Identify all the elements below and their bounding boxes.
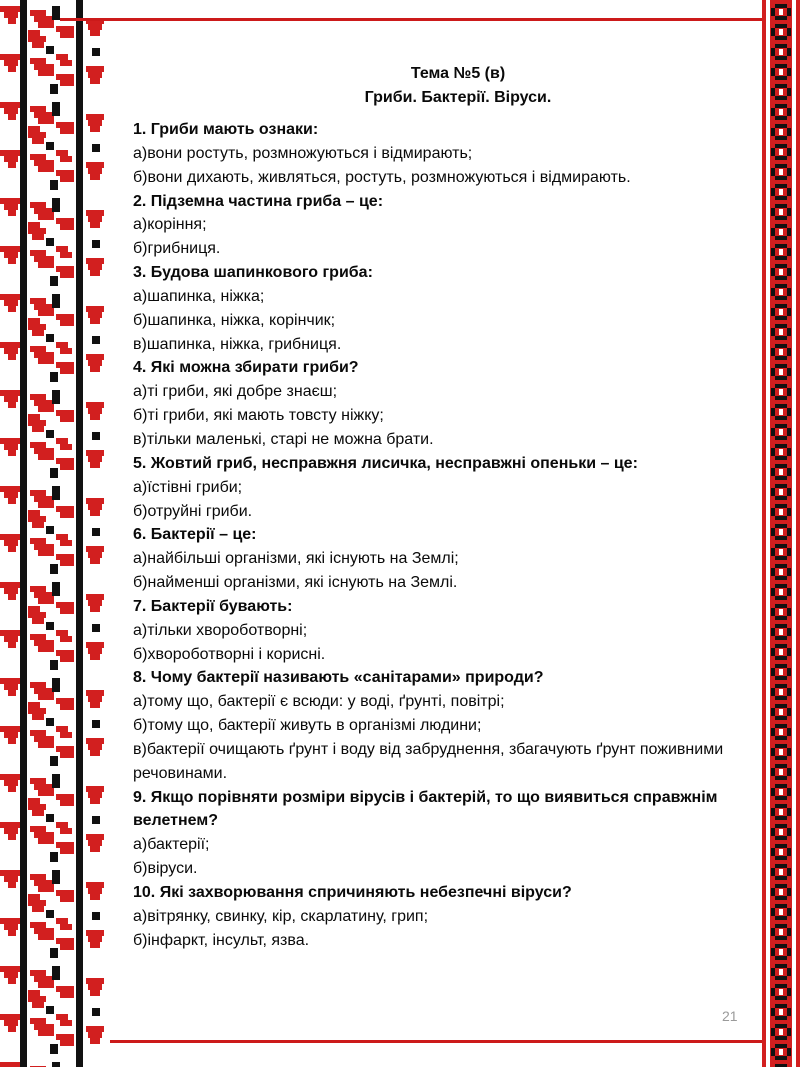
answer-option: б)ті гриби, які мають товсту ніжку; xyxy=(133,407,384,425)
answer-option: в)бактерії очищають ґрунт і воду від забруднення, збагачують ґрунт поживними речовинами. xyxy=(133,740,724,782)
answer-option: а)вони ростуть, розмножуються і відмирають; xyxy=(133,144,473,162)
answer-option: а)ті гриби, які добре знаєш; xyxy=(133,383,338,401)
answer-option: б)інфаркт, інсульт, язва. xyxy=(133,931,310,949)
question-text: 2. Підземна частина гриба – це: xyxy=(133,192,384,210)
answer-option: б)вони дихають, живляться, ростуть, розмножуються і відмирають. xyxy=(133,168,631,186)
answer-option: б)грибниця. xyxy=(133,240,221,258)
answer-option: б)тому що, бактерії живуть в організмі людини; xyxy=(133,717,482,735)
question-text: 9. Якщо порівняти розміри вірусів і бактерій, то що виявиться справжнім велетнем? xyxy=(133,788,718,830)
question-text: 3. Будова шапинкового гриба: xyxy=(133,264,373,282)
question-text: 4. Які можна збирати гриби? xyxy=(133,359,359,377)
answer-option: б)хвороботворні і корисні. xyxy=(133,645,326,663)
question-text: 8. Чому бактерії називають «санітарами» природи? xyxy=(133,669,544,687)
embroidery-left-border xyxy=(0,0,112,1067)
page-title: Гриби. Бактерії. Віруси. xyxy=(364,89,552,106)
answer-option: а)тільки хвороботворні; xyxy=(133,621,308,639)
question-text: 1. Гриби мають ознаки: xyxy=(133,121,319,138)
answer-option: а)найбільші організми, які існують на Землі; xyxy=(133,550,459,568)
question-text: 5. Жовтий гриб, несправжня лисичка, несправжні опеньки – це: xyxy=(133,454,638,472)
topic-heading: Тема №5 (в) xyxy=(410,65,506,82)
frame-top-line xyxy=(60,18,762,21)
question-text: 10. Які захворювання спричиняють небезпечні віруси? xyxy=(133,884,572,901)
question-text: 6. Бактерії – це: xyxy=(133,526,257,544)
page-number: 21 xyxy=(722,1008,738,1024)
answer-option: а)коріння; xyxy=(133,216,207,234)
answer-option: в)тільки маленькі, старі не можна брати. xyxy=(133,430,434,448)
answer-option: а)бактерії; xyxy=(133,836,210,854)
answer-option: а)їстівні гриби; xyxy=(133,478,243,496)
answer-option: в)шапинка, ніжка, грибниця. xyxy=(133,335,342,353)
answer-option: б)найменші організми, які існують на Землі. xyxy=(133,574,458,592)
answer-option: а)шапинка, ніжка; xyxy=(133,287,265,305)
question-text: 7. Бактерії бувають: xyxy=(133,597,293,615)
questions-list xyxy=(133,118,753,953)
answer-option: б)отруйні гриби. xyxy=(133,502,253,520)
answer-option: б)шапинка, ніжка, корінчик; xyxy=(133,311,336,329)
answer-option: а)тому що, бактерії є всюди: у воді, ґрунті, повітрі; xyxy=(133,693,505,711)
answer-option: б)віруси. xyxy=(133,860,198,878)
answer-option: а)вітрянку, свинку, кір, скарлатину, грип; xyxy=(133,907,429,925)
frame-bottom-line xyxy=(110,1040,762,1043)
embroidery-right-border xyxy=(762,0,800,1067)
document-body xyxy=(133,62,753,953)
